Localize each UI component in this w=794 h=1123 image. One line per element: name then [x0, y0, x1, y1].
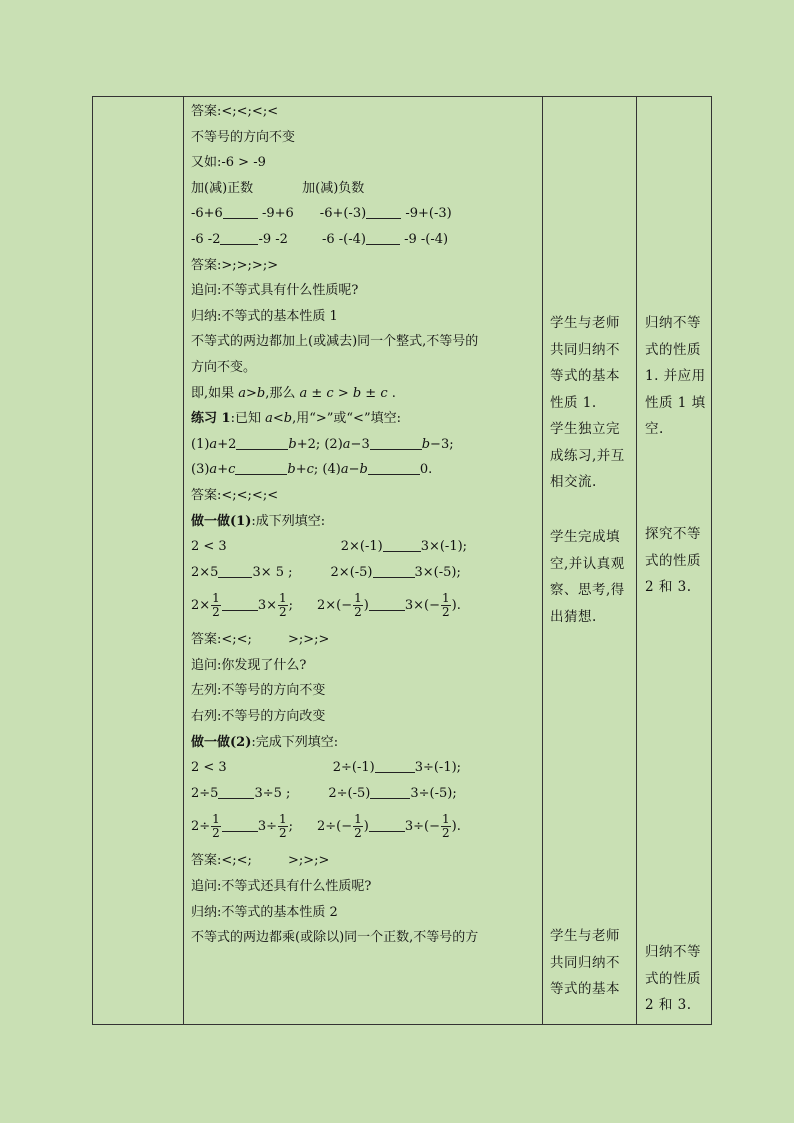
numerator: 1	[354, 812, 362, 827]
math: a	[265, 411, 273, 427]
t: 空.	[645, 421, 664, 437]
text: :成下列填空:	[251, 513, 326, 529]
fraction	[278, 813, 288, 840]
t: ).	[451, 819, 461, 835]
t: 0.	[419, 462, 433, 478]
t: +	[217, 462, 229, 478]
header-add-positive: 加(减)正数	[191, 180, 254, 196]
answer-blank[interactable]	[235, 474, 287, 475]
denominator: 2	[442, 605, 450, 620]
example-line: 又如:-6 > -9	[191, 155, 266, 171]
expr: -9+6	[261, 206, 294, 222]
student-note-2	[550, 524, 625, 630]
denominator: 2	[212, 826, 220, 841]
fraction	[353, 592, 363, 619]
fraction	[211, 592, 221, 619]
rule-note: 不等号的方向不变	[191, 129, 296, 145]
math: a ± c > b ± c	[299, 385, 388, 401]
property-text: 不等式的两边都乘(或除以)同一个正数,不等号的方	[191, 930, 479, 946]
t: −3	[350, 436, 370, 452]
denominator: 2	[442, 826, 450, 841]
fraction	[278, 592, 288, 619]
t: b	[287, 462, 296, 478]
t: 式的性质	[645, 970, 701, 987]
t: 2 和 3.	[645, 579, 692, 595]
t: 相交流.	[550, 474, 597, 490]
t: ).	[451, 598, 461, 614]
t: 3÷(-1);	[414, 760, 462, 776]
follow-up-question: 追问:你发现了什么?	[191, 657, 307, 673]
label: 练习 1	[191, 411, 231, 427]
t: 1. 并应用	[645, 368, 706, 384]
expr: -6 -2	[191, 231, 221, 247]
expr: -9+(-3)	[405, 206, 452, 222]
t: 式的性质	[645, 552, 701, 569]
numerator: 1	[278, 812, 287, 827]
fraction	[441, 592, 451, 619]
text: .	[387, 385, 396, 401]
t: −3;	[430, 436, 454, 452]
text: :已知	[230, 411, 266, 427]
t: 3÷	[257, 819, 277, 835]
fraction-row	[191, 806, 536, 848]
student-note-1	[550, 310, 625, 496]
design-intent-cell	[637, 97, 712, 1025]
practice-row	[191, 432, 536, 458]
t: 2×(-1)	[340, 539, 383, 555]
t: 出猜想.	[550, 608, 597, 625]
math: a>b	[238, 385, 266, 401]
numerator: 1	[354, 591, 362, 606]
t: 2 和 3.	[645, 997, 692, 1013]
intent-note-2	[645, 521, 701, 601]
answer-line-5	[191, 848, 536, 874]
text: :完成下列填空:	[251, 734, 339, 750]
t: 归纳不等	[645, 315, 701, 331]
t: 答案:<;<;	[191, 632, 252, 648]
t: 共同归纳不	[550, 954, 620, 971]
t: )	[363, 819, 369, 835]
answer-blank[interactable]	[222, 831, 258, 832]
t: (3)	[191, 462, 210, 478]
answer-blank[interactable]	[220, 244, 258, 245]
follow-up-question: 追问:不等式具有什么性质呢?	[191, 283, 359, 299]
t: 3× 5 ;	[252, 564, 293, 580]
fraction	[353, 813, 363, 840]
t: 成练习,并互	[550, 447, 625, 464]
text: ,那么	[265, 385, 300, 401]
denominator: 2	[354, 605, 362, 620]
t: 探究不等	[645, 526, 701, 542]
answer-blank[interactable]	[373, 577, 415, 578]
try-1-heading	[191, 509, 536, 535]
t: b	[359, 462, 368, 478]
t: 2÷(−	[317, 819, 353, 835]
numerator: 1	[278, 591, 287, 606]
answer-line-4	[191, 627, 536, 653]
header-add-negative: 加(减)负数	[302, 180, 365, 196]
column-headers	[191, 176, 536, 202]
t: +2	[217, 436, 237, 452]
fraction-row	[191, 585, 536, 627]
t: 2÷	[191, 819, 211, 835]
t: 3÷(−	[404, 819, 441, 835]
answer-blank[interactable]	[236, 449, 288, 450]
answer-blank[interactable]	[218, 577, 252, 578]
text: ,用“>”或“<”填空:	[292, 411, 401, 427]
answer-blank[interactable]	[368, 474, 420, 475]
answer-blank[interactable]	[369, 831, 405, 832]
t: 2÷(-5)	[328, 785, 371, 801]
t: ; (4)	[313, 462, 341, 478]
property-text: 不等式的两边都加上(或减去)同一个整式,不等号的	[191, 334, 479, 350]
t: ;	[288, 598, 294, 614]
denominator: 2	[212, 605, 220, 620]
expr: -6+(-3)	[319, 206, 367, 222]
t: ;	[288, 819, 294, 835]
expr: -6 -(-4)	[321, 231, 366, 247]
t: 3×(−	[404, 598, 441, 614]
intent-note-1	[645, 310, 706, 443]
t: 2×	[191, 598, 211, 614]
answer-blank[interactable]	[369, 610, 405, 611]
student-note-3	[550, 923, 620, 1003]
summary-heading: 归纳:不等式的基本性质 1	[191, 308, 338, 324]
t: 学生与老师	[550, 928, 620, 944]
t: 2 < 3	[191, 760, 227, 776]
t: 2×5	[191, 564, 219, 580]
fraction	[441, 813, 451, 840]
t: c	[228, 462, 236, 478]
t: 答案:<;<;	[191, 853, 252, 869]
follow-up-question: 追问:不等式还具有什么性质呢?	[191, 879, 372, 895]
t: 空,并认真观	[550, 555, 625, 572]
answer-blank[interactable]	[223, 218, 258, 219]
numerator: 1	[212, 591, 220, 606]
numerator: 1	[442, 812, 450, 827]
label: 做一做(2)	[191, 734, 252, 750]
lesson-table	[92, 96, 712, 1025]
answer-blank[interactable]	[370, 798, 410, 799]
practice-row	[191, 457, 536, 483]
left-column-note: 左列:不等号的方向不变	[191, 683, 326, 699]
t: c	[306, 462, 314, 478]
student-activity-cell	[543, 97, 637, 1025]
stage-cell	[93, 97, 184, 1025]
t: a	[209, 436, 218, 452]
answer-blank[interactable]	[366, 244, 400, 245]
t: a	[209, 462, 218, 478]
right-column-note: 右列:不等号的方向改变	[191, 709, 326, 725]
t: 性质 1.	[550, 394, 597, 411]
try-row	[191, 755, 536, 781]
t: >;>;>	[287, 632, 330, 648]
t: 归纳不等	[645, 944, 701, 960]
t: 2 < 3	[191, 539, 227, 555]
text: 即,如果	[191, 385, 239, 401]
t: (1)	[191, 436, 210, 452]
t: 3×(-1);	[420, 539, 468, 555]
t: 2÷5	[191, 785, 219, 801]
t: b	[288, 436, 297, 452]
try-2-heading	[191, 730, 536, 756]
answer-blank[interactable]	[222, 610, 258, 611]
t: 3÷5 ;	[254, 785, 291, 801]
intent-note-3	[645, 939, 701, 1019]
t: 3×	[257, 598, 277, 614]
t: 共同归纳不	[550, 341, 620, 358]
t: 3×(-5);	[414, 564, 461, 580]
t: 式的性质	[645, 341, 701, 358]
answer-blank[interactable]	[375, 772, 415, 773]
try-row	[191, 534, 536, 560]
expr: -9 -2	[258, 231, 288, 247]
t: 2÷(-1)	[332, 760, 375, 776]
t: 学生与老师	[550, 315, 620, 331]
denominator: 2	[354, 826, 362, 841]
property-formula	[191, 381, 536, 407]
label: 做一做(1)	[191, 513, 252, 529]
t: 等式的基本	[550, 981, 620, 997]
numerator: 1	[442, 591, 450, 606]
answer-line-2: 答案:>;>;>;>	[191, 257, 279, 273]
answer-line-1: 答案:<;<;<;<	[191, 104, 279, 119]
expr: -6+6	[191, 206, 223, 222]
denominator: 2	[278, 605, 287, 620]
answer-blank[interactable]	[218, 798, 254, 799]
t: 2×(−	[317, 598, 353, 614]
expr: -9 -(-4)	[404, 231, 449, 247]
try-row	[191, 781, 536, 807]
t: 学生独立完	[550, 421, 620, 437]
summary-heading: 归纳:不等式的基本性质 2	[191, 904, 338, 920]
answer-line-3: 答案:<;<;<;<	[191, 487, 279, 503]
numerator: 1	[212, 812, 220, 827]
answer-blank[interactable]	[366, 218, 401, 219]
t: 性质 1 填	[645, 394, 706, 411]
t: a	[340, 462, 349, 478]
t: 察、思考,得	[550, 582, 625, 598]
answer-blank[interactable]	[370, 449, 422, 450]
t: +2; (2)	[296, 436, 343, 452]
t: b	[421, 436, 431, 452]
t: 学生完成填	[550, 529, 620, 545]
t: 2×(-5)	[330, 564, 373, 580]
t: >;>;>	[287, 853, 330, 869]
try-row	[191, 560, 536, 586]
exercise-row	[191, 227, 536, 253]
exercise-row	[191, 201, 536, 227]
t: )	[363, 598, 369, 614]
text: <	[272, 411, 284, 427]
teaching-content-cell	[184, 97, 543, 1025]
t: a	[342, 436, 351, 452]
practice-1-heading	[191, 406, 536, 432]
t: −	[348, 462, 360, 478]
property-text: 方向不变。	[191, 359, 257, 375]
math: b	[283, 411, 293, 427]
t: +	[295, 462, 307, 478]
denominator: 2	[278, 826, 287, 841]
answer-blank[interactable]	[383, 551, 421, 552]
t: 3÷(-5);	[410, 785, 457, 801]
t: 等式的基本	[550, 368, 620, 384]
fraction	[211, 813, 221, 840]
